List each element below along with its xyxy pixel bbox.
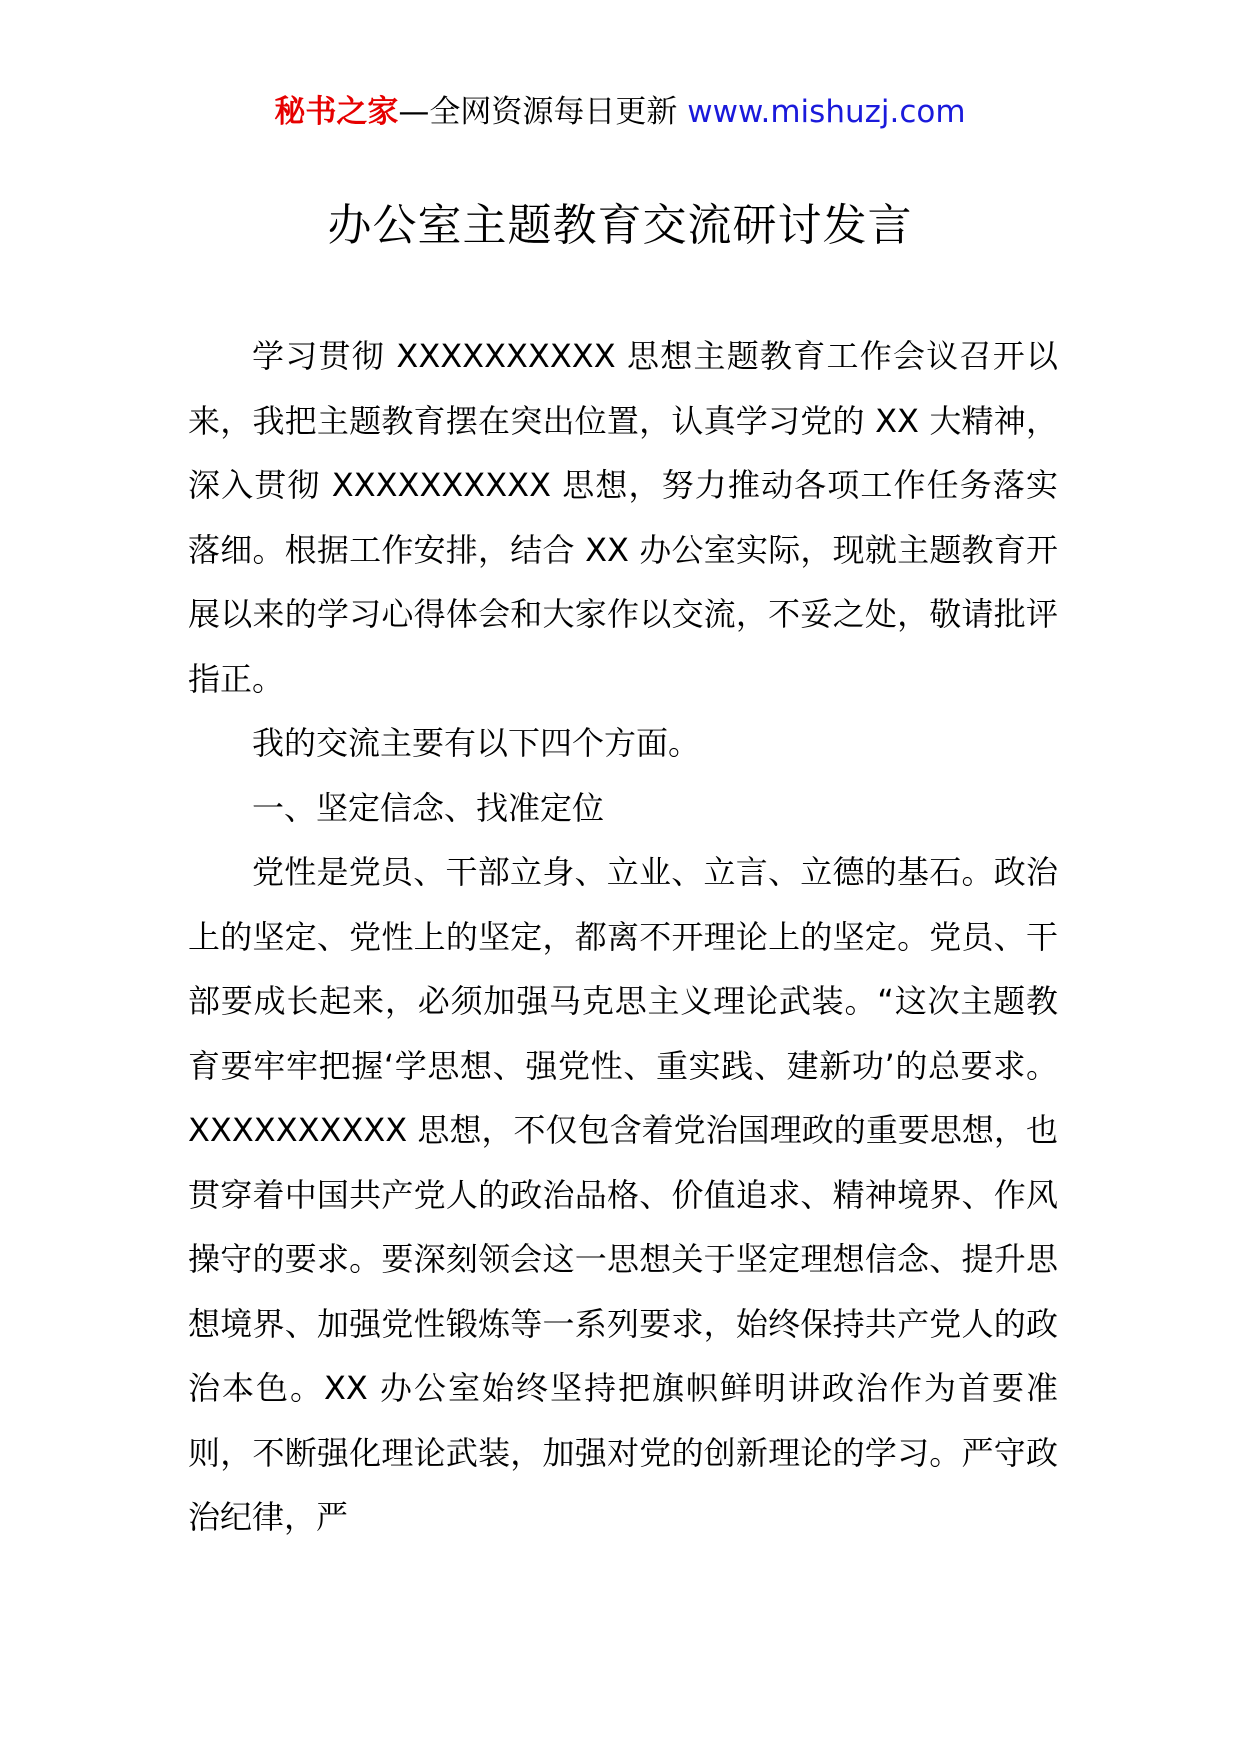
site-url-link[interactable]: www.mishuzj.com bbox=[687, 94, 966, 130]
paragraph-section-1: 党性是党员、干部立身、立业、立言、立德的基石。政治上的坚定、党性上的坚定，都离不开理论上的坚定。党员、干部要成长起来，必须加强马克思主义理论武装。“这次主题教育要牢牢把握‘学思想、强党性、重实践、建新功’的总要求。XXXXXXXXXX 思想，不仅包含着党治国理政的重要思想，也贯穿着中国共产党人的政治品格、价值追求、精神境界、作风操守的要求。要深刻领会这一思想关于坚定理想信念、提升思想境界、加强党性锻炼等一系列要求，始终保持共产党人的政治本色。XX 办公室始终坚持把旗帜鲜明讲政治作为首要准则，不断强化理论武装，加强对党的创新理论的学习。严守政治纪律，严 bbox=[188, 853, 1058, 1536]
document-body bbox=[188, 324, 1058, 1550]
site-slogan: —全网资源每日更新 bbox=[398, 94, 678, 130]
site-header bbox=[0, 92, 1240, 132]
site-brand: 秘书之家 bbox=[274, 94, 399, 130]
paragraph-overview: 我的交流主要有以下四个方面。 bbox=[252, 724, 701, 762]
document-title: 办公室主题教育交流研讨发言 bbox=[327, 200, 913, 251]
section-heading-1: 一、坚定信念、找准定位 bbox=[252, 788, 605, 827]
paragraph-intro: 学习贯彻 XXXXXXXXXX 思想主题教育工作会议召开以来，我把主题教育摆在突出位置，认真学习党的 XX 大精神，深入贯彻 XXXXXXXXXX 思想，努力推动各项工作任务落实落细。根据工作安排，结合 XX 办公室实际，现就主题教育开展以来的学习心得体会和大家作以交流，不妥之处，敬请批评指正。 bbox=[188, 337, 1058, 698]
